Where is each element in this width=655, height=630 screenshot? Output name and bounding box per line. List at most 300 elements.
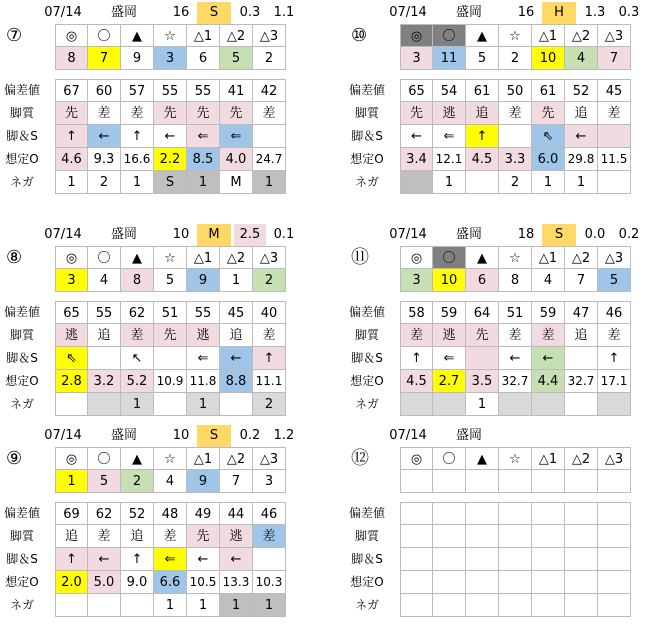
legs-speed-cell: ← [499, 347, 532, 370]
negative-cell [598, 393, 631, 416]
negative-cell: 2 [499, 171, 532, 194]
negative-cell [220, 393, 253, 416]
horse-number-cell: 2 [121, 470, 154, 493]
expected-odds-cell: 11.5 [598, 148, 631, 171]
grid-row [345, 125, 655, 148]
expected-odds-cell: 11.1 [253, 370, 286, 393]
mark-cell: 〇 [433, 447, 466, 470]
running-style-cell: 先 [154, 102, 187, 125]
running-style-cell: 差 [121, 102, 154, 125]
race-header [345, 425, 655, 447]
negative-cell [532, 594, 565, 617]
value-2: 0.1 [273, 227, 295, 242]
horse-number-cell: 4 [88, 269, 121, 292]
horse-number-cell: 7 [565, 269, 598, 292]
value-2: 1.2 [273, 428, 295, 443]
grid-row [345, 571, 655, 594]
legs-speed-cell: ↑ [253, 347, 286, 370]
negative-cell: 1 [466, 393, 499, 416]
race-panel [0, 2, 310, 207]
grid-row [0, 393, 310, 416]
legs-speed-cell: ← [565, 125, 598, 148]
horse-number-cell: 3 [400, 47, 433, 70]
race-date: 07/14 [389, 428, 427, 443]
mark-cell: 〇 [88, 246, 121, 269]
grid-row [0, 102, 310, 125]
row-label: 偏差値 [3, 506, 40, 520]
grid-row [0, 370, 310, 393]
grid-row [345, 594, 655, 617]
expected-odds-cell: 11.8 [187, 370, 220, 393]
grid-row [0, 24, 310, 47]
grid-row [345, 102, 655, 125]
running-style-cell [499, 525, 532, 548]
horse-number-cell: 10 [433, 269, 466, 292]
mark-cell: △1 [532, 24, 565, 47]
deviation-cell: 58 [400, 301, 433, 324]
row-label: 脚＆S [6, 129, 38, 143]
running-style-cell: 先 [466, 324, 499, 347]
venue-name: 盛岡 [110, 428, 137, 443]
running-style-cell [598, 525, 631, 548]
expected-odds-cell: 8.5 [187, 148, 220, 171]
expected-odds-cell: 2.8 [55, 370, 88, 393]
running-style-cell [532, 525, 565, 548]
legs-speed-cell: ↑ [121, 548, 154, 571]
expected-odds-cell [466, 571, 499, 594]
value-1 [579, 425, 611, 447]
negative-cell: 1 [187, 171, 220, 194]
expected-odds-cell: 6.6 [154, 571, 187, 594]
race-number: ⑧ [6, 247, 23, 268]
negative-cell: 1 [55, 171, 88, 194]
row-label: 想定O [350, 374, 384, 388]
mark-cell: 〇 [88, 447, 121, 470]
deviation-cell: 47 [565, 301, 598, 324]
deviation-cell: 59 [433, 301, 466, 324]
running-style-cell: 逃 [433, 102, 466, 125]
venue-name: 盛岡 [455, 428, 482, 443]
deviation-cell: 55 [187, 301, 220, 324]
expected-odds-cell: 2.2 [154, 148, 187, 171]
race-date: 07/14 [44, 227, 82, 242]
mark-cell: ▲ [121, 447, 154, 470]
grid-row [345, 301, 655, 324]
horse-number-cell: 1 [55, 470, 88, 493]
mark-cell: △3 [253, 246, 286, 269]
grid-row [345, 171, 655, 194]
expected-odds-cell: 3.4 [400, 148, 433, 171]
horse-number-cell [466, 470, 499, 493]
negative-cell: 1 [532, 171, 565, 194]
mark-cell: △2 [565, 246, 598, 269]
horse-number-cell: 2 [499, 47, 532, 70]
running-style-cell: 差 [598, 102, 631, 125]
grid-row [345, 525, 655, 548]
running-style-cell: 差 [499, 324, 532, 347]
mark-cell: ☆ [499, 24, 532, 47]
grid-row [0, 171, 310, 194]
grid-row [0, 525, 310, 548]
grid-row [345, 370, 655, 393]
expected-odds-cell: 16.6 [121, 148, 154, 171]
legs-speed-cell: ⇖ [532, 125, 565, 148]
running-style-cell: 差 [253, 324, 286, 347]
field-size: 16 [172, 5, 190, 20]
running-style-cell: 先 [55, 102, 88, 125]
running-style-cell: 追 [88, 324, 121, 347]
row-label: ネガ [354, 175, 379, 189]
expected-odds-cell: 5.0 [88, 571, 121, 594]
legs-speed-cell [253, 548, 286, 571]
running-style-cell: 差 [88, 102, 121, 125]
field-size: 10 [172, 428, 190, 443]
row-label: 脚質 [354, 529, 379, 543]
expected-odds-cell: 10.9 [154, 370, 187, 393]
grid-row [345, 324, 655, 347]
grid-row [0, 301, 310, 324]
deviation-cell: 55 [187, 79, 220, 102]
running-style-cell: 逃 [220, 525, 253, 548]
deviation-cell [400, 502, 433, 525]
legs-speed-cell: ↑ [400, 347, 433, 370]
horse-number-cell: 9 [187, 269, 220, 292]
value-2: 0.2 [618, 227, 640, 242]
legs-speed-cell: ↑ [121, 125, 154, 148]
mark-cell: ▲ [121, 246, 154, 269]
mark-cell: △1 [532, 447, 565, 470]
mark-cell: ◎ [400, 447, 433, 470]
legs-speed-cell: ← [220, 347, 253, 370]
running-style-cell: 逃 [55, 324, 88, 347]
legs-speed-cell: ↑ [55, 125, 88, 148]
negative-cell [565, 393, 598, 416]
row-label: 想定O [5, 152, 39, 166]
horse-number-cell: 9 [187, 470, 220, 493]
expected-odds-cell: 2.7 [433, 370, 466, 393]
horse-number-cell: 5 [220, 47, 253, 70]
deviation-cell: 51 [154, 301, 187, 324]
race-grade: S [197, 425, 231, 447]
row-label: ネガ [9, 175, 34, 189]
legs-speed-cell: ← [154, 125, 187, 148]
expected-odds-cell: 13.3 [220, 571, 253, 594]
deviation-cell: 45 [220, 301, 253, 324]
legs-speed-cell [565, 548, 598, 571]
legs-speed-cell [499, 548, 532, 571]
horse-number-cell: 5 [88, 470, 121, 493]
running-style-cell: 差 [532, 324, 565, 347]
horse-number-cell: 1 [220, 269, 253, 292]
expected-odds-cell: 10.3 [253, 571, 286, 594]
mark-cell: △1 [187, 24, 220, 47]
running-style-cell: 差 [598, 324, 631, 347]
expected-odds-cell [565, 571, 598, 594]
negative-cell: 1 [121, 171, 154, 194]
row-label: 脚＆S [6, 552, 38, 566]
row-label: 脚＆S [6, 351, 38, 365]
negative-cell [433, 594, 466, 617]
row-label: 脚質 [354, 328, 379, 342]
legs-speed-cell: ⇐ [187, 347, 220, 370]
race-number: ⑪ [351, 247, 369, 268]
horse-number-cell [433, 470, 466, 493]
grid-row [0, 548, 310, 571]
negative-cell: 1 [565, 171, 598, 194]
row-label: 脚質 [354, 106, 379, 120]
deviation-cell [598, 502, 631, 525]
deviation-cell [499, 502, 532, 525]
negative-cell [499, 393, 532, 416]
grid-row [345, 470, 655, 493]
horse-number-cell: 4 [532, 269, 565, 292]
expected-odds-cell [499, 571, 532, 594]
expected-odds-cell [433, 571, 466, 594]
deviation-cell: 46 [253, 502, 286, 525]
value-1: 0.0 [584, 227, 606, 242]
horse-number-cell: 7 [88, 47, 121, 70]
legs-speed-cell: ← [88, 125, 121, 148]
negative-cell [466, 594, 499, 617]
grid-row [345, 269, 655, 292]
row-label: 想定O [350, 152, 384, 166]
grid-row [0, 447, 310, 470]
field-size [511, 425, 541, 447]
deviation-cell: 55 [154, 79, 187, 102]
grid-row [345, 47, 655, 70]
grid-row [0, 324, 310, 347]
deviation-cell: 64 [466, 301, 499, 324]
expected-odds-cell: 4.5 [466, 148, 499, 171]
grid-row [0, 125, 310, 148]
legs-speed-cell [499, 125, 532, 148]
legs-speed-cell [253, 125, 286, 148]
race-date: 07/14 [389, 227, 427, 242]
horse-number-cell: 6 [466, 269, 499, 292]
running-style-cell: 差 [253, 525, 286, 548]
horse-number-cell: 7 [598, 47, 631, 70]
mark-cell: ☆ [154, 24, 187, 47]
legs-speed-cell [532, 548, 565, 571]
expected-odds-cell: 4.0 [220, 148, 253, 171]
race-number: ⑫ [351, 448, 369, 469]
row-label: 脚＆S [351, 552, 383, 566]
expected-odds-cell: 9.3 [88, 148, 121, 171]
legs-speed-cell [565, 347, 598, 370]
expected-odds-cell [532, 571, 565, 594]
row-label: ネガ [9, 598, 34, 612]
legs-speed-cell: ← [400, 125, 433, 148]
row-label: 偏差値 [348, 506, 385, 520]
running-style-cell [400, 525, 433, 548]
deviation-cell [532, 502, 565, 525]
legs-speed-cell: ⇐ [220, 125, 253, 148]
deviation-cell: 65 [55, 301, 88, 324]
horse-number-cell: 8 [121, 269, 154, 292]
deviation-cell: 50 [499, 79, 532, 102]
expected-odds-cell: 3.5 [466, 370, 499, 393]
deviation-cell: 65 [400, 79, 433, 102]
mark-cell: ◎ [55, 246, 88, 269]
expected-odds-cell: 12.1 [433, 148, 466, 171]
race-grade: S [197, 2, 231, 24]
expected-odds-cell: 9.0 [121, 571, 154, 594]
row-label: ネガ [354, 598, 379, 612]
mark-cell: ▲ [466, 24, 499, 47]
horse-number-cell: 11 [433, 47, 466, 70]
horse-number-cell [598, 470, 631, 493]
mark-cell: ◎ [55, 447, 88, 470]
running-style-cell [433, 525, 466, 548]
legs-speed-cell: ⇐ [433, 347, 466, 370]
horse-number-cell: 5 [154, 269, 187, 292]
deviation-cell: 54 [433, 79, 466, 102]
running-style-cell [565, 525, 598, 548]
running-style-cell: 差 [154, 525, 187, 548]
deviation-cell [433, 502, 466, 525]
mark-cell: ▲ [466, 447, 499, 470]
expected-odds-cell: 8.8 [220, 370, 253, 393]
legs-speed-cell [154, 347, 187, 370]
mark-cell: 〇 [433, 24, 466, 47]
mark-cell: 〇 [88, 24, 121, 47]
horse-number-cell: 6 [187, 47, 220, 70]
running-style-cell: 逃 [433, 324, 466, 347]
grid-row [0, 246, 310, 269]
horse-number-cell: 5 [598, 269, 631, 292]
grid-row [345, 246, 655, 269]
running-style-cell [466, 525, 499, 548]
negative-cell: 1 [187, 594, 220, 617]
race-grade: M [197, 224, 231, 246]
legs-speed-cell: ← [532, 347, 565, 370]
value-2: 0.3 [618, 5, 640, 20]
horse-number-cell: 3 [400, 269, 433, 292]
expected-odds-cell: 6.0 [532, 148, 565, 171]
venue-name: 盛岡 [110, 5, 137, 20]
race-number: ⑨ [6, 448, 23, 469]
negative-cell [121, 594, 154, 617]
race-header [0, 425, 310, 447]
field-size: 16 [517, 5, 535, 20]
legs-speed-cell [466, 548, 499, 571]
grid-row [345, 548, 655, 571]
race-date: 07/14 [44, 5, 82, 20]
deviation-cell: 52 [565, 79, 598, 102]
legs-speed-cell [466, 347, 499, 370]
race-header [0, 224, 310, 246]
mark-cell: ◎ [400, 246, 433, 269]
mark-cell: △3 [598, 447, 631, 470]
value-1: 2.5 [234, 224, 266, 246]
running-style-cell: 追 [565, 324, 598, 347]
horse-number-cell: 5 [466, 47, 499, 70]
negative-cell: 1 [121, 393, 154, 416]
mark-cell: △2 [220, 246, 253, 269]
race-grade [542, 425, 576, 447]
row-label: 想定O [5, 374, 39, 388]
running-style-cell: 追 [565, 102, 598, 125]
expected-odds-cell: 29.8 [565, 148, 598, 171]
negative-cell: 2 [253, 393, 286, 416]
mark-cell: ▲ [466, 246, 499, 269]
deviation-cell: 57 [121, 79, 154, 102]
horse-number-cell: 2 [253, 47, 286, 70]
running-style-cell: 差 [400, 324, 433, 347]
mark-cell: △3 [598, 246, 631, 269]
grid-row [345, 393, 655, 416]
race-header [345, 2, 655, 24]
field-size: 18 [517, 227, 535, 242]
horse-number-cell: 3 [55, 269, 88, 292]
race-number: ⑦ [6, 25, 23, 46]
horse-number-cell: 2 [253, 269, 286, 292]
horse-number-cell: 8 [55, 47, 88, 70]
expected-odds-cell: 4.5 [400, 370, 433, 393]
running-style-cell: 差 [499, 102, 532, 125]
deviation-cell: 41 [220, 79, 253, 102]
row-label: 脚＆S [351, 129, 383, 143]
grid-row [0, 571, 310, 594]
mark-cell: △1 [187, 246, 220, 269]
grid-row [0, 79, 310, 102]
value-1: 0.3 [239, 5, 261, 20]
deviation-cell: 62 [121, 301, 154, 324]
row-label: 脚質 [9, 328, 34, 342]
row-label: ネガ [354, 397, 379, 411]
horse-number-cell: 10 [532, 47, 565, 70]
legs-speed-cell: ⇐ [433, 125, 466, 148]
legs-speed-cell: ⇐ [187, 125, 220, 148]
deviation-cell: 61 [532, 79, 565, 102]
running-style-cell: 先 [220, 102, 253, 125]
negative-cell [598, 171, 631, 194]
legs-speed-cell: ↑ [598, 347, 631, 370]
legs-speed-cell: ↑ [55, 548, 88, 571]
running-style-cell: 先 [532, 102, 565, 125]
grid-row [0, 47, 310, 70]
negative-cell [154, 393, 187, 416]
venue-name: 盛岡 [455, 5, 482, 20]
negative-cell [55, 393, 88, 416]
negative-cell [565, 594, 598, 617]
deviation-cell: 55 [88, 301, 121, 324]
race-date: 07/14 [44, 428, 82, 443]
expected-odds-cell: 4.4 [532, 370, 565, 393]
row-label: 偏差値 [348, 305, 385, 319]
mark-cell: ☆ [154, 447, 187, 470]
mark-cell: △3 [598, 24, 631, 47]
negative-cell: M [220, 171, 253, 194]
horse-number-cell [565, 470, 598, 493]
deviation-cell: 46 [598, 301, 631, 324]
legs-speed-cell: ← [220, 548, 253, 571]
expected-odds-cell: 10.5 [187, 571, 220, 594]
field-size: 10 [172, 227, 190, 242]
race-grade: H [542, 2, 576, 24]
mark-cell: △3 [253, 447, 286, 470]
deviation-cell: 42 [253, 79, 286, 102]
expected-odds-cell: 5.2 [121, 370, 154, 393]
running-style-cell: 追 [55, 525, 88, 548]
deviation-cell: 40 [253, 301, 286, 324]
negative-cell: 2 [88, 171, 121, 194]
deviation-cell: 59 [532, 301, 565, 324]
legs-speed-cell [433, 548, 466, 571]
mark-cell: ☆ [499, 447, 532, 470]
running-style-cell: 先 [187, 525, 220, 548]
negative-cell [400, 594, 433, 617]
